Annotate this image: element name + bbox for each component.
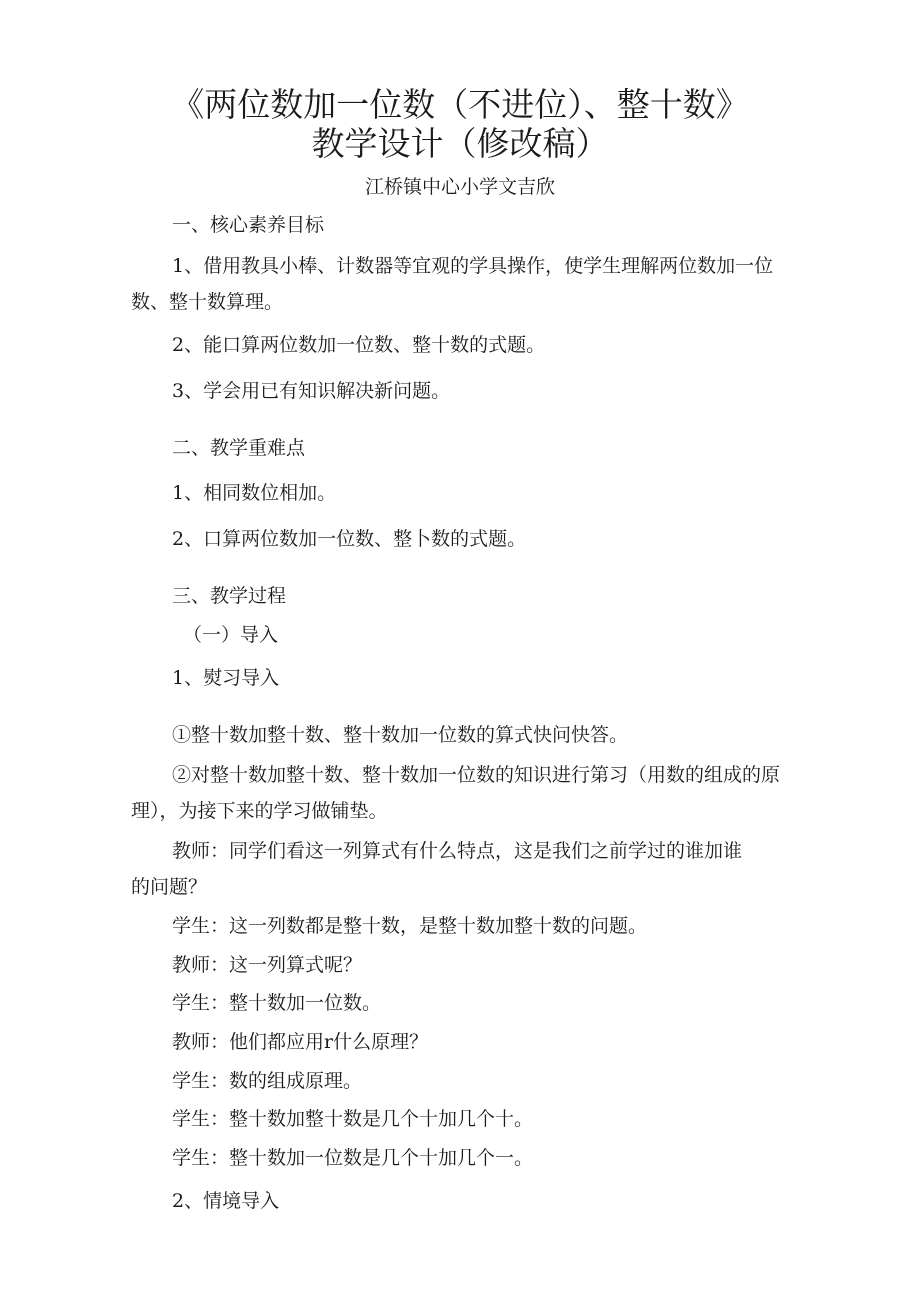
section-2-heading: 二、教学重难点: [172, 437, 306, 459]
dialog-line: 教师：同学们看这一列算式有什么特点，这是我们之前学过的谁加谁: [172, 840, 743, 862]
section-1-item-3: 3、学会用已有知识解决新问题。: [172, 380, 451, 402]
dialog-line: 学生：整十数加一位数。: [172, 992, 382, 1014]
section-2-item-1: 1、相同数位相加。: [172, 482, 337, 504]
dialog-line: 学生：数的组成原理。: [172, 1070, 363, 1092]
dialog-line: 学生：整十数加整十数是几个十加几个十。: [172, 1108, 534, 1130]
dialog-line: 学生：整十数加一位数是几个十加几个一。: [172, 1147, 534, 1169]
section-1-item-2: 2、能口算两位数加一位数、整十数的式题。: [172, 334, 546, 356]
section-3-subheading-intro: （一）导入: [183, 624, 279, 646]
dialog-line: 教师：这一列算式呢？: [172, 954, 363, 976]
dialog-line: 教师：他们都应用r什么原理？: [172, 1031, 429, 1053]
dialog-line: 的问题？: [131, 876, 208, 898]
section-3-step-1: 1、熨习导入: [172, 667, 280, 689]
review-point-2-line-1: ②对整十数加整十数、整十数加一位数的知识进行第习（用数的组成的原: [172, 764, 781, 786]
review-point-1: ①整十数加整十数、整十数加一位数的算式快问快答。: [172, 724, 629, 746]
section-3-step-2: 2、情境导入: [172, 1190, 280, 1212]
document-title-line-1: 《两位数加一位数（不进位）、整十数》: [171, 85, 749, 124]
document-title-line-2: 教学设计（修改稿）: [311, 124, 609, 163]
section-1-item-1-line-1: 1、借用教具小棒、计数器等宜观的学具操作，使学生理解两位数加一位: [172, 255, 774, 277]
section-1-heading: 一、核心素养目标: [172, 214, 325, 236]
author-line: 江桥镇中心小学文吉欣: [364, 176, 555, 198]
section-1-item-1-line-2: 数、整十数算理。: [131, 291, 284, 313]
section-3-heading: 三、教学过程: [172, 585, 287, 607]
dialog-line: 学生：这一列数都是整十数，是整十数加整十数的问题。: [172, 915, 648, 937]
section-2-item-2: 2、口算两位数加一位数、整卜数的式题。: [172, 528, 527, 550]
review-point-2-line-2: 理），为接下来的学习做铺垫。: [131, 800, 388, 822]
